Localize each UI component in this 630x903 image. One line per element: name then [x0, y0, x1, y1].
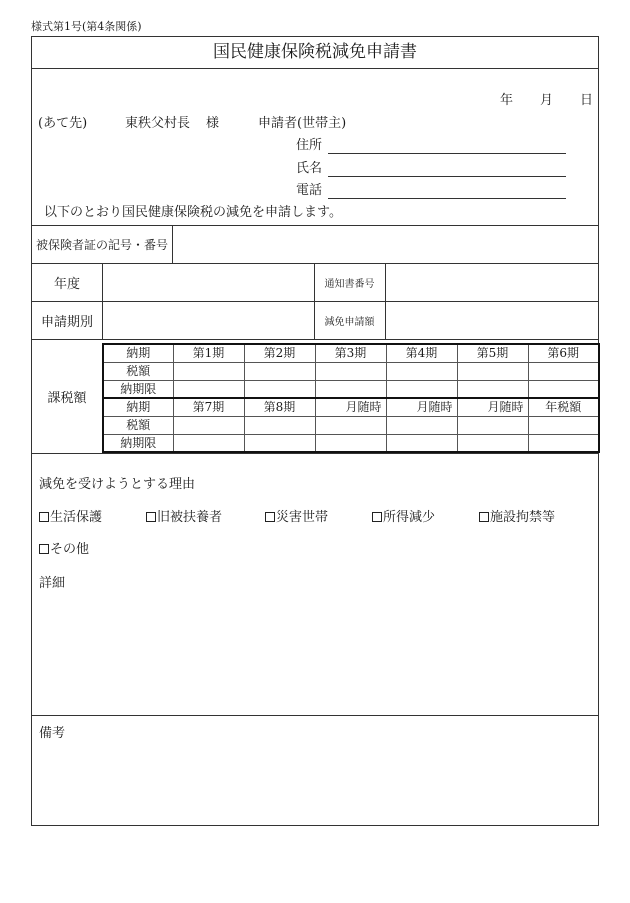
amount-cell[interactable]: [244, 362, 315, 380]
reduction-amount-label: 減免申請額: [324, 317, 375, 328]
form-title: 国民健康保険税減免申請書: [213, 42, 417, 62]
amount-cell[interactable]: [386, 362, 457, 380]
period-header: 月随時: [457, 398, 528, 416]
period-header: 年税額: [528, 398, 599, 416]
due-cell[interactable]: [457, 434, 528, 452]
fiscal-year-label: 年度: [53, 277, 80, 292]
reason-option-income-decrease[interactable]: 所得減少: [372, 511, 435, 524]
amount-cell[interactable]: [457, 362, 528, 380]
address-field[interactable]: [328, 139, 566, 154]
due-cell[interactable]: [244, 380, 315, 398]
checkbox-icon: [479, 512, 489, 522]
application-form: [31, 36, 599, 826]
date-day: 日: [580, 93, 594, 108]
title-row: [32, 37, 598, 69]
row-label-period: 納期: [103, 398, 173, 416]
fiscal-year-row: [32, 264, 598, 302]
amount-cell[interactable]: [173, 416, 244, 434]
date-month: 月: [540, 93, 554, 108]
checkbox-icon: [39, 512, 49, 522]
period-header: 第4期: [386, 344, 457, 362]
insured-id-row: [32, 226, 598, 264]
due-cell[interactable]: [528, 380, 599, 398]
due-cell[interactable]: [386, 380, 457, 398]
checkbox-icon: [265, 512, 275, 522]
reason-option-disaster[interactable]: 災害世帯: [265, 511, 328, 524]
table-row: [103, 362, 599, 380]
period-type-label: 申請期別: [40, 315, 93, 330]
table-row: [103, 398, 599, 416]
address-label: 住所: [296, 138, 323, 153]
reduction-amount-field[interactable]: [386, 302, 598, 339]
remarks-field[interactable]: [39, 746, 591, 819]
row-label-amount: 税額: [103, 362, 173, 380]
period-header: 第5期: [457, 344, 528, 362]
addressee-prefix: (あて先): [38, 116, 88, 131]
phone-field[interactable]: [328, 184, 566, 199]
row-label-due: 納期限: [103, 434, 173, 452]
reason-option-livelihood[interactable]: 生活保護: [39, 511, 102, 524]
row-label-due: 納期限: [103, 380, 173, 398]
name-field[interactable]: [328, 162, 566, 177]
checkbox-icon: [146, 512, 156, 522]
applicant-section: [32, 69, 598, 226]
form-number-label: 様式第1号(第4条関係): [31, 20, 142, 33]
detail-label: 詳細: [39, 576, 66, 591]
due-cell[interactable]: [173, 434, 244, 452]
due-cell[interactable]: [315, 434, 386, 452]
notice-number-field[interactable]: [386, 264, 598, 301]
row-label-period: 納期: [103, 344, 173, 362]
due-cell[interactable]: [315, 380, 386, 398]
checkbox-icon: [39, 544, 49, 554]
due-cell[interactable]: [528, 434, 599, 452]
row-label-amount: 税額: [103, 416, 173, 434]
tax-period-table: [102, 343, 600, 453]
tax-amount-label: 課税額: [47, 391, 87, 406]
amount-cell[interactable]: [244, 416, 315, 434]
detail-field[interactable]: [39, 596, 591, 709]
period-header: 第6期: [528, 344, 599, 362]
due-cell[interactable]: [457, 380, 528, 398]
fiscal-year-field[interactable]: [103, 264, 313, 301]
period-header: 第7期: [173, 398, 244, 416]
reason-label: 減免を受けようとする理由: [39, 477, 196, 492]
amount-cell[interactable]: [457, 416, 528, 434]
reason-section: [32, 454, 598, 716]
addressee-name: 東秩父村長: [125, 116, 191, 131]
period-header: 第8期: [244, 398, 315, 416]
reason-option-facility-detention[interactable]: 施設拘禁等: [479, 511, 555, 524]
addressee-honorific: 様: [206, 116, 220, 131]
tax-amount-section: [32, 340, 598, 454]
notice-number-label: 通知書番号: [324, 279, 375, 290]
period-header: 第1期: [173, 344, 244, 362]
amount-cell[interactable]: [315, 416, 386, 434]
application-statement: 以下のとおり国民健康保険税の減免を申請します。: [44, 205, 342, 220]
insured-id-label: 被保険者証の記号・番号: [35, 238, 168, 252]
amount-cell[interactable]: [173, 362, 244, 380]
table-row: [103, 434, 599, 452]
amount-cell[interactable]: [315, 362, 386, 380]
name-label: 氏名: [296, 161, 323, 176]
due-cell[interactable]: [386, 434, 457, 452]
period-header: 第2期: [244, 344, 315, 362]
insured-id-field[interactable]: [173, 226, 598, 263]
applicant-label: 申請者(世帯主): [258, 116, 347, 131]
table-row: [103, 344, 599, 362]
period-header: 月随時: [386, 398, 457, 416]
phone-label: 電話: [296, 183, 323, 198]
reason-option-former-dependent[interactable]: 旧被扶養者: [146, 511, 222, 524]
remarks-section: [32, 716, 598, 825]
period-header: 月随時: [315, 398, 386, 416]
period-header: 第3期: [315, 344, 386, 362]
table-row: [103, 380, 599, 398]
amount-cell[interactable]: [528, 416, 599, 434]
reason-options: [39, 511, 598, 525]
reason-option-other[interactable]: その他: [39, 543, 89, 556]
remarks-label: 備考: [39, 726, 66, 741]
period-type-field[interactable]: [103, 302, 313, 339]
due-cell[interactable]: [244, 434, 315, 452]
checkbox-icon: [372, 512, 382, 522]
due-cell[interactable]: [173, 380, 244, 398]
period-type-row: [32, 302, 598, 340]
amount-cell[interactable]: [386, 416, 457, 434]
table-row: [103, 416, 599, 434]
date-year: 年: [500, 93, 514, 108]
amount-cell[interactable]: [528, 362, 599, 380]
